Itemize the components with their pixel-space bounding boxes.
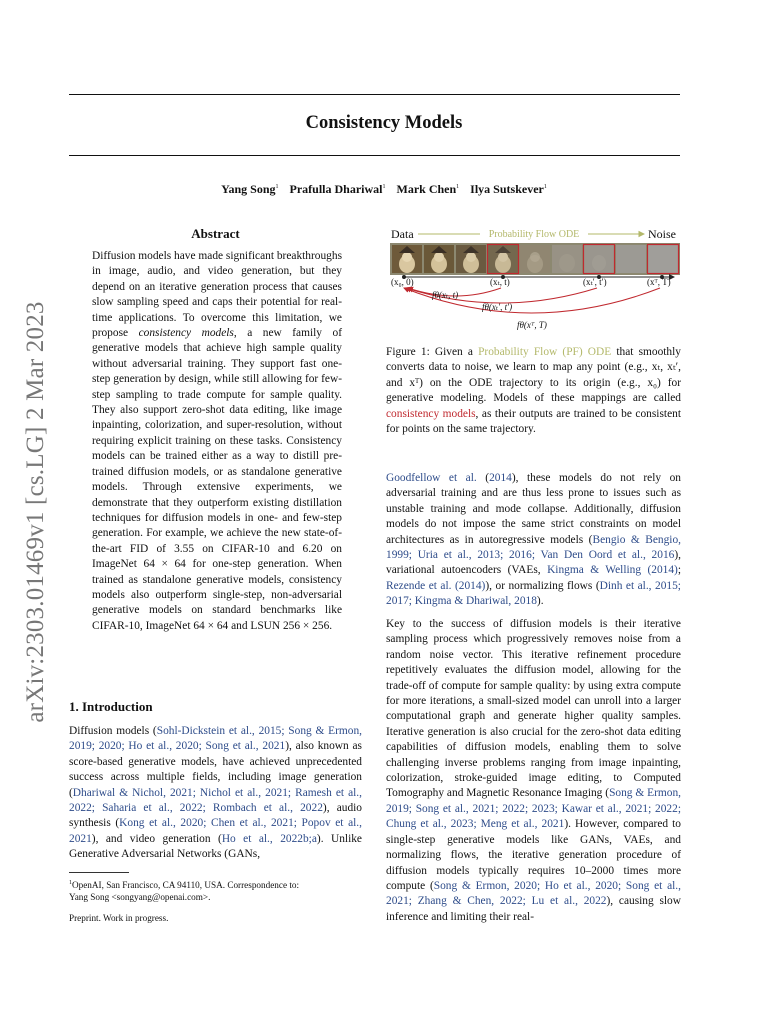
citation-link[interactable]: Rezende et al. (2014) <box>386 579 486 592</box>
citation-link[interactable]: Sohl-Dickstein et al., 2015; Song & Ermon, 2019; 2020; Ho et al., 2020; Song et al., 2021 <box>69 725 362 753</box>
point-x0-label: (x₀, 0) <box>391 277 414 287</box>
mapping-label-t-prime: fθ(xₜ′, t′) <box>482 302 513 312</box>
citation-link[interactable]: Dinh et al., 2015; 2017; Kingma & Dhariwal, 2018 <box>386 579 681 608</box>
trajectory-frame-xT <box>648 245 679 274</box>
author: Ilya Sutskever$^1$ <box>470 182 547 196</box>
trajectory-frame <box>456 245 486 273</box>
citation-link[interactable]: Ho et al., 2022b;a <box>221 832 317 845</box>
figure-1 <box>386 226 681 336</box>
trajectory-frame <box>552 245 582 273</box>
footnote-rule <box>69 872 129 873</box>
citation-link[interactable]: Dhariwal & Nichol, 2021; Nichol et al., 2021; Ramesh et al., 2022; Saharia et al., 2022; Rombach et al., 2022 <box>69 786 362 815</box>
paper-title: Consistency Models <box>305 113 463 133</box>
citation-link[interactable]: Song & Ermon, 2019; Song et al., 2021; 2022; 2023; Kawar et al., 2021; 2022; Chung et al., 2023; Meng et al., 2021 <box>386 787 681 831</box>
preprint-note: Preprint. Work in progress. <box>69 913 169 923</box>
trajectory-frame <box>424 245 454 273</box>
abstract-text: Diffusion models have made significant breakthroughs in image, audio, and video generation, but they depend on an iterative generation process that causes slow sampling speed and caps their potential for real-time applications. To overcome this limitation, we propose consistency models, a new family of generative models that achieve high sample quality without adversarial training. They support fast one-step generation by design, while still allowing for few-step sampling to trade compute for sample quality. They also support zero-shot data editing, like image inpainting, colorization, and super-resolution, without requiring explicit training on these tasks. Consistency models can be trained either as a way to distill pre-trained diffusion models, or as standalone generative models. Through extensive experiments, we demonstrate that they outperform existing distillation techniques for diffusion models in one- and few-step generation. For example, we achieve the new state-of-the-art FID of 3.55 on CIFAR-10 and 6.20 on ImageNet 64 × 64 for one-step generation. When trained as standalone generative models, consistency models also outperform single-step, non-adversarial generative models on standard benchmarks like CIFAR-10, ImageNet 64 × 64 and LSUN 256 × 256. <box>92 250 343 632</box>
title-bottom-rule <box>69 155 680 156</box>
figure-label-noise: Noise <box>648 227 676 241</box>
trajectory-frame <box>616 245 646 273</box>
citation-link[interactable]: Goodfellow et al. <box>386 472 477 484</box>
body-paragraph: Key to the success of diffusion models is their iterative sampling process which progressively removes noise from a random noise vector. This iterative refinement procedure repetitively evaluates the diffusion model, allowing for the trade-off of compute for sample quality: by using extra compute for more iterations, a small-sized model can unroll into a larger computational graph and generate higher quality samples. Iterative generation is also crucial for the zero-shot data editing capabilities of diffusion models, enabling them to solve challenging inverse problems ranging from image inpainting, colorization, stroke-guided image editing, to Computed Tomography and Magnetic Resonance Imaging (Song & Ermon, 2019; Song et al., 2021; 2022; 2023; Kawar et al., 2021; 2022; Chung et al., 2023; Meng et al., 2021). However, compared to single-step generative models like GANs, VAEs, and normalizing flows, the iterative generation procedure of diffusion models typically requires 10–2000 times more compute (Song & Ermon, 2020; Ho et al., 2020; Song et al., 2021; Zhang & Chen, 2022; Lu et al., 2022), causing slow inference and limiting their real- <box>386 618 682 923</box>
title-top-rule <box>69 94 680 95</box>
citation-link[interactable]: Kong et al., 2020; Chen et al., 2021; Popov et al., 2021 <box>69 817 362 845</box>
author: Mark Chen$^1$ <box>396 182 460 196</box>
figure-label-data: Data <box>391 227 414 241</box>
citation-link[interactable]: Kingma & Welling (2014) <box>547 564 678 577</box>
introduction-paragraph: Diffusion models (Sohl-Dickstein et al., 2015; Song & Ermon, 2019; 2020; Ho et al., 2020; Song et al., 2021), also known as score-based generative models, have achieved unprecedented success across multiple fields, including image generation (Dhariwal & Nichol, 2021; Nichol et al., 2021; Ramesh et al., 2022; Saharia et al., 2022; Rombach et al., 2022), audio synthesis (Kong et al., 2020; Chen et al., 2021; Popov et al., 2021), and video generation (Ho et al., 2022b;a). Unlike Generative Adversarial Networks (GANs, <box>69 725 362 861</box>
author: Prafulla Dhariwal$^1$ <box>289 182 386 196</box>
trajectory-image-strip <box>390 243 680 275</box>
trajectory-frame-xt-prime <box>584 245 615 274</box>
point-xT-label: (xᵀ, T) <box>647 277 671 287</box>
abstract-heading: Abstract <box>191 226 240 241</box>
citation-link[interactable]: Bengio & Bengio, 1999; Uria et al., 2013; 2016; Van Den Oord et al., 2016 <box>386 533 681 562</box>
figure-label-ode: Probability Flow ODE <box>488 229 580 240</box>
body-paragraph: Goodfellow et al. (2014), these models do not rely on adversarial training and are thus less prone to issues such as unstable training and mode collapse. Additionally, diffusion models do not impose the same strict constraints on model architectures as in autoregressive models (Bengio & Bengio, 1999; Uria et al., 2013; 2016; Van Den Oord et al., 2016), variational autoencoders (VAEs, Kingma & Welling (2014); Rezende et al. (2014)), or normalizing flows (Dinh et al., 2015; 2017; Kingma & Dhariwal, 2018). <box>386 472 682 608</box>
trajectory-frame <box>520 245 550 273</box>
mapping-label-t: fθ(xₜ, t) <box>432 290 459 300</box>
citation-link[interactable]: 2014 <box>489 472 512 484</box>
trajectory-frame-xt <box>488 245 519 274</box>
mapping-label-T: fθ(xᵀ, T) <box>517 320 547 330</box>
trajectory-frame <box>392 245 422 273</box>
point-xt-label: (xₜ, t) <box>490 277 510 287</box>
author-list <box>0 182 768 197</box>
author: Yang Song$^1$ <box>221 182 279 196</box>
citation-link[interactable]: Song & Ermon, 2020; Ho et al., 2020; Song et al., 2021; Zhang & Chen, 2022; Lu et al., 2022 <box>386 879 681 908</box>
figure-caption: Figure 1: Given a Probability Flow (PF) ODE that smoothly converts data to noise, we learn to map any point (e.g., xₜ, xₜ′, and xᵀ) on the ODE trajectory to its origin (e.g., x₀) for generative modeling. Models of these mappings are called consistency models, as their outputs are trained to be consistent for points on the same trajectory. <box>386 346 681 436</box>
section-heading-introduction: 1. Introduction <box>69 699 153 714</box>
point-xt-prime-label: (xₜ′, t′) <box>583 277 607 287</box>
affiliation-footnote: $^1$OpenAI, San Francisco, CA 94110, USA. Correspondence to: Yang Song <songyang@openai.com>. <box>69 880 300 903</box>
